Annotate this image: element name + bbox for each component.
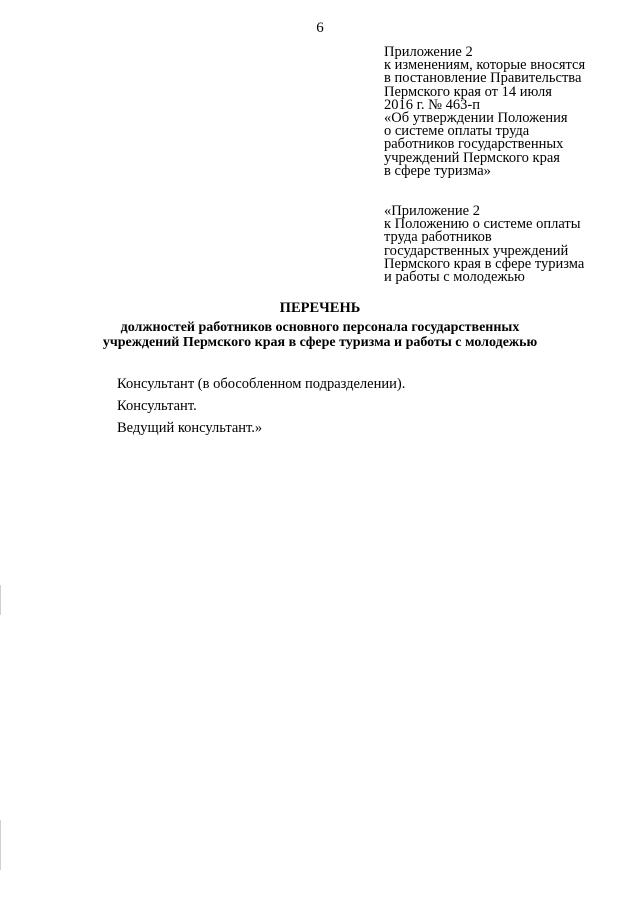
scan-edge-mark (0, 820, 1, 870)
appendix-line: учреждений Пермского края (384, 149, 560, 166)
position-item: Консультант. (117, 398, 197, 414)
list-subtitle-line: учреждений Пермского края в сфере туризма и работы с молодежью (102, 335, 538, 350)
list-subtitle-line: должностей работников основного персонала государственных (120, 320, 520, 335)
annex-header (384, 205, 624, 284)
list-title: ПЕРЕЧЕНЬ (279, 300, 361, 316)
position-item: Консультант (в обособленном подразделении). (117, 376, 406, 392)
page-number: 6 (316, 20, 324, 36)
appendix-line: 2016 г. № 463-п (384, 96, 480, 113)
positions-list (117, 373, 597, 439)
annex-line: государственных учреждений (384, 242, 569, 259)
appendix-line: Пермского края от 14 июля (384, 83, 552, 100)
appendix-line: к изменениям, которые вносятся (384, 57, 586, 74)
annex-line: и работы с молодежью (384, 269, 525, 286)
list-subtitle (0, 320, 640, 350)
appendix-line: работников государственных (384, 136, 564, 153)
appendix-header (384, 46, 624, 178)
annex-line: труда работников (384, 229, 492, 246)
annex-line: «Приложение 2 (384, 203, 480, 219)
scan-edge-mark (0, 585, 1, 615)
annex-line: Пермского края в сфере туризма (384, 255, 585, 272)
annex-line: к Положению о системе оплаты (384, 216, 581, 233)
position-item: Ведущий консультант.» (117, 420, 263, 436)
appendix-line: в сфере туризма» (384, 162, 491, 179)
appendix-line: о системе оплаты труда (384, 123, 530, 140)
appendix-line: в постановление Правительства (384, 70, 582, 87)
appendix-line: «Об утверждении Положения (384, 110, 568, 127)
appendix-line: Приложение 2 (384, 44, 473, 60)
